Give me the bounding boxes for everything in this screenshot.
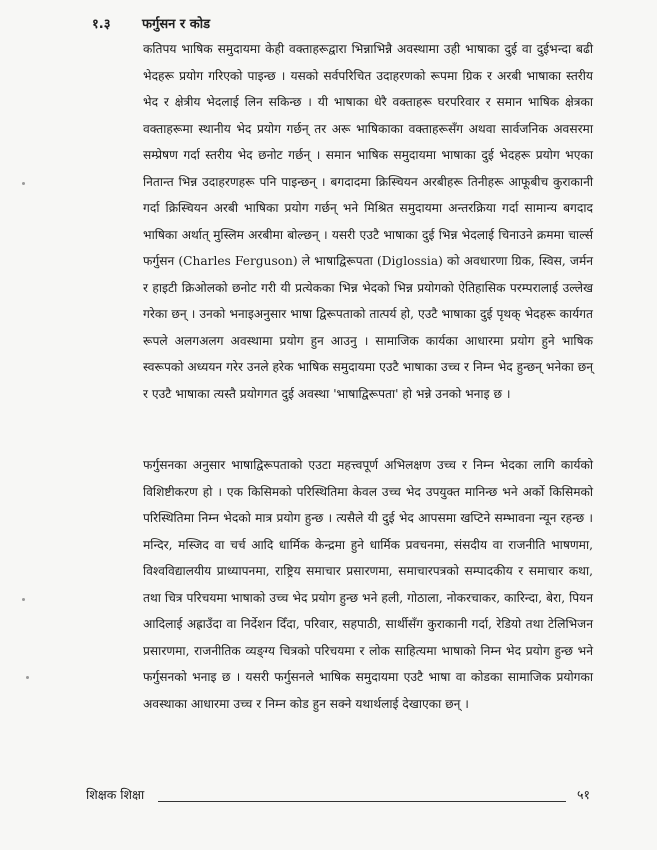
section-number: १.३ bbox=[92, 17, 111, 32]
footer-rule bbox=[158, 801, 566, 802]
section-title: फर्गुसन र कोड bbox=[142, 17, 211, 32]
section-heading bbox=[92, 14, 210, 32]
scan-speck bbox=[22, 598, 25, 601]
paragraph-1: कतिपय भाषिक समुदायमा केही वक्ताहरूद्वारा भिन्नाभिन्नै अवस्थामा उही भाषाका दुई वा दुईभन्दा बढी भेदहरू प्रयोग गरिएको पाइन्छ । यसको सर्वपरिचित उदाहरणको रूपमा ग्रिक र अरबी भाषाका स्तरीय भेद र क्षेत्रीय भेदलाई लिन सकिन्छ । यी भाषाका धेरै वक्ताहरू घरपरिवार र समान भाषिक क्षेत्रका वक्ताहरूमा स्थानीय भेद प्रयोग गर्छन् तर अरू भाषिकाका वक्ताहरूसँग अथवा सार्वजनिक अवसरमा सम्प्रेषण गर्दा स्तरीय भेद छनोट गर्छन् । समान भाषिक समुदायमा भाषाका दुई भेदहरू प्रयोग भएका नितान्त भिन्न उदाहरणहरू पनि पाइन्छन् । बगदादमा क्रिस्चियन अरबीहरू तिनीहरू आफूबीच कुराकानी गर्दा क्रिस्चियन अरबी भाषिका प्रयोग गर्छन् भने मिश्रित समुदायमा अन्तरक्रिया गर्दा सामान्य बगदाद भाषिका अर्थात् मुस्लिम अरबीमा बोल्छन् । यसरी एउटै भाषाका दुई भिन्न भेदलाई चिनाउने क्रममा चार्ल्स फर्गुसन (Charles Ferguson) ले भाषाद्विरूपता (Diglossia) को अवधारणा ग्रिक, स्विस, जर्मन र हाइटी क्रिओलको छनोट गरी यी प्रत्येकका भिन्न भेदको भिन्न प्रयोगको ऐतिहासिक परम्परालाई उल्लेख गरेका छन् । उनको भनाइअनुसार भाषा द्विरूपताको तात्पर्य हो, एउटै भाषाका दुई पृथक् भेदहरू कार्यगत रूपले अलगअलग अवस्थामा प्रयोग हुन आउनु । सामाजिक कार्यका आधारमा प्रयोग हुने भाषिक स्वरूपको अध्ययन गरेर उनले हरेक भाषिक समुदायमा एउटै भाषाका उच्च र निम्न भेद हुन्छन् भनेका छन् र एउटै भाषाका त्यस्तै प्रयोगगत दुई अवस्था 'भाषाद्विरूपता' हो भन्ने उनको भनाइ छ । bbox=[143, 42, 593, 401]
scan-speck bbox=[26, 676, 29, 679]
page-number: ५१ bbox=[577, 787, 591, 802]
scan-speck bbox=[22, 182, 25, 185]
footer-label: शिक्षक शिक्षा bbox=[86, 787, 145, 802]
page-footer bbox=[86, 786, 601, 808]
paragraph-2: फर्गुसनका अनुसार भाषाद्विरूपताको एउटा महत्त्वपूर्ण अभिलक्षण उच्च र निम्न भेदका लागि कार्यको विशिष्टीकरण हो । एक किसिमको परिस्थितिमा केवल उच्च भेद उपयुक्त मानिन्छ भने अर्को किसिमको परिस्थितिमा निम्न भेदको मात्र प्रयोग हुन्छ । त्यसैले यी दुई भेद आपसमा खप्टिने सम्भावना न्यून रहन्छ । मन्दिर, मस्जिद वा चर्च आदि धार्मिक केन्द्रमा हुने धार्मिक प्रवचनमा, संसदीय वा राजनीति भाषणमा, विश्वविद्यालयीय प्राध्यापनमा, राष्ट्रिय समाचार प्रसारणमा, समाचारपत्रको सम्पादकीय र समाचार कथा, तथा चित्र परिचयमा भाषाको उच्च भेद प्रयोग हुन्छ भने हली, गोठाला, नोकरचाकर, कारिन्दा, बेरा, पियन आदिलाई अह्राउँदा वा निर्देशन दिँदा, परिवार, सहपाठी, सार्थीसँग कुराकानी गर्दा, रेडियो तथा टेलिभिजन प्रसारणमा, राजनीतिक व्यङ्ग्य चित्रको परिचयमा र लोक साहित्यमा भाषाको निम्न भेद प्रयोग हुन्छ भने फर्गुसनको भनाइ छ । यसरी फर्गुसनले भाषिक समुदायमा एउटै भाषा वा कोडका सामाजिक प्रयोगका अवस्थाका आधारमा उच्च र निम्न कोड हुन सक्ने यथार्थलाई देखाएका छन् । bbox=[143, 458, 593, 711]
